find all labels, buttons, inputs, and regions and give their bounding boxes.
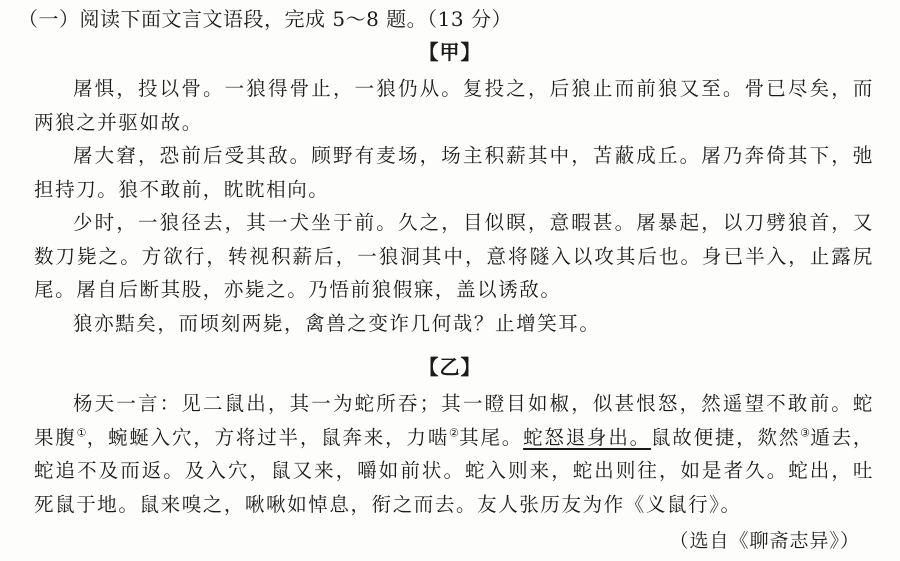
footnote-marker-1: ① — [76, 426, 87, 439]
passage-b — [34, 387, 874, 521]
passage-a-paragraph-4: 狼亦黠矣，而顷刻两毙，禽兽之变诈几何哉？止增笑耳。 — [73, 311, 601, 335]
passage-b-text-3: 其尾。 — [459, 425, 524, 449]
passage-b-label: 【乙】 — [418, 355, 482, 379]
passage-a-paragraph-1: 屠惧，投以骨。一狼得骨止，一狼仍从。复投之，后狼止而前狼又至。骨已尽矣，而两狼之并驱如故。 — [34, 77, 874, 134]
passage-a-label: 【甲】 — [418, 40, 482, 64]
passage-a-paragraph-3: 少时，一狼径去，其一犬坐于前。久之，目似瞑，意暇甚。屠暴起，以刀劈狼首，又数刀毙之。方欲行，转视积薪后，一狼洞其中，意将隧入以攻其后也。身已半入，止露尻尾。屠自后断其股，亦毙之。乃悟前狼假寐，盖以诱敌。 — [34, 211, 874, 301]
passage-a-paragraph-2: 屠大窘，恐前后受其敌。顾野有麦场，场主积薪其中，苫蔽成丘。屠乃奔倚其下，弛担持刀。狼不敢前，眈眈相向。 — [34, 144, 874, 201]
question-heading: （一）阅读下面文言文语段，完成 5～8 题。（13 分） — [18, 7, 512, 31]
passage-a — [34, 72, 874, 340]
passage-b-paragraph — [34, 387, 874, 521]
source-citation: （选自《聊斋志异》） — [669, 530, 860, 552]
passage-b-text-4: 鼠故便捷，欻然 — [650, 425, 801, 449]
footnote-marker-2: ② — [449, 426, 460, 439]
underlined-sentence: 蛇怒退身出。 — [523, 425, 651, 449]
passage-b-text-2: ，蜿蜒入穴，方将过半，鼠奔来，力啮 — [86, 425, 450, 449]
footnote-marker-3: ③ — [800, 426, 811, 439]
passage-b-text-5: 遁去，蛇追不及而返。及入穴，鼠又来，嚼如前状。蛇入则来，蛇出则往，如是者久。蛇出，吐死鼠于地。鼠来嗅之，啾啾如悼息，衔之而去。友人张历友为作《义鼠行》。 — [34, 425, 874, 516]
passage-b-text-1: 杨天一言：见二鼠出，其一为蛇所吞；其一瞪目如椒，似甚恨怒，然遥望不敢前。蛇果腹 — [34, 392, 874, 449]
